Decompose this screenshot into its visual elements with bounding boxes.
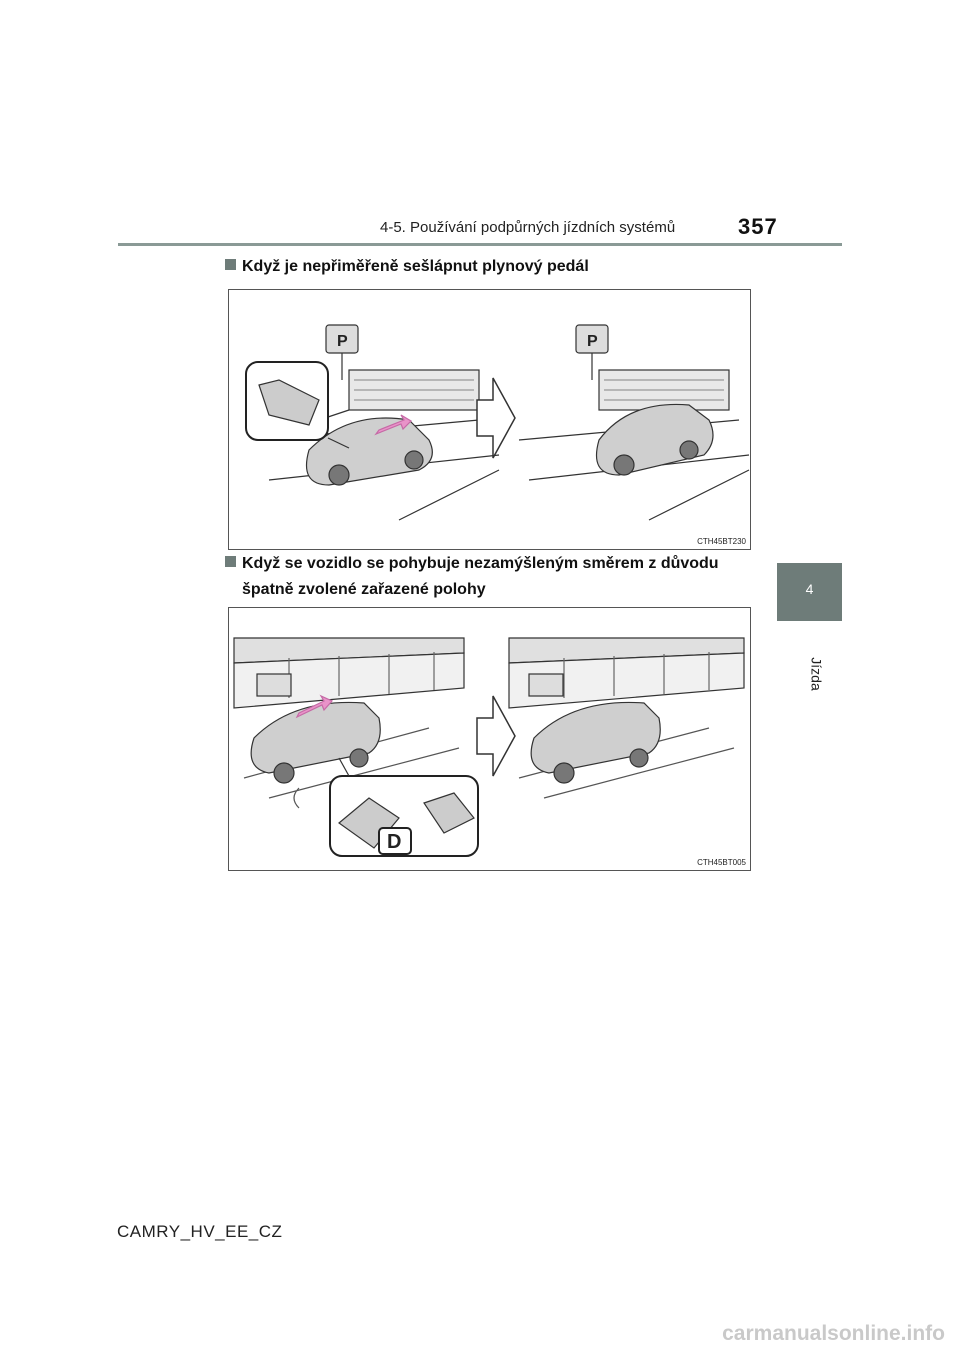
figure-storefront: [228, 607, 751, 871]
figure-code: CTH45BT005: [697, 858, 746, 867]
figure-parking-lot: [228, 289, 751, 550]
footer-model: CAMRY_HV_EE_CZ: [117, 1222, 283, 1241]
chapter-label: Jízda: [808, 657, 825, 691]
chapter-tab[interactable]: [777, 563, 842, 621]
heading-text-line2: špatně zvolené zařazené polohy: [242, 581, 486, 598]
parking-sign-letter: P: [337, 333, 348, 350]
watermark: carmanualsonline.info: [722, 1322, 945, 1345]
heading-accelerator: [225, 254, 589, 280]
bullet-square-icon: [225, 556, 236, 567]
parking-sign-letter-2: P: [587, 333, 598, 350]
chapter-label-container: [775, 650, 845, 710]
gear-letter: D: [387, 831, 402, 853]
illustration-storefront: [229, 608, 750, 870]
heading-wrong-gear: [225, 551, 765, 603]
heading-text: Když je nepřiměřeně sešlápnut plynový pedál: [242, 258, 589, 275]
header-rule: [118, 243, 842, 246]
page-number: 357: [738, 214, 778, 239]
section-title: 4-5. Používání podpůrných jízdních systémů: [380, 219, 676, 236]
heading-text-line1: Když se vozidlo se pohybuje nezamýšleným směrem z důvodu: [242, 555, 719, 572]
figure-code: CTH45BT230: [697, 537, 746, 546]
bullet-square-icon: [225, 259, 236, 270]
chapter-number: 4: [805, 581, 814, 597]
illustration-parking: [229, 290, 750, 549]
